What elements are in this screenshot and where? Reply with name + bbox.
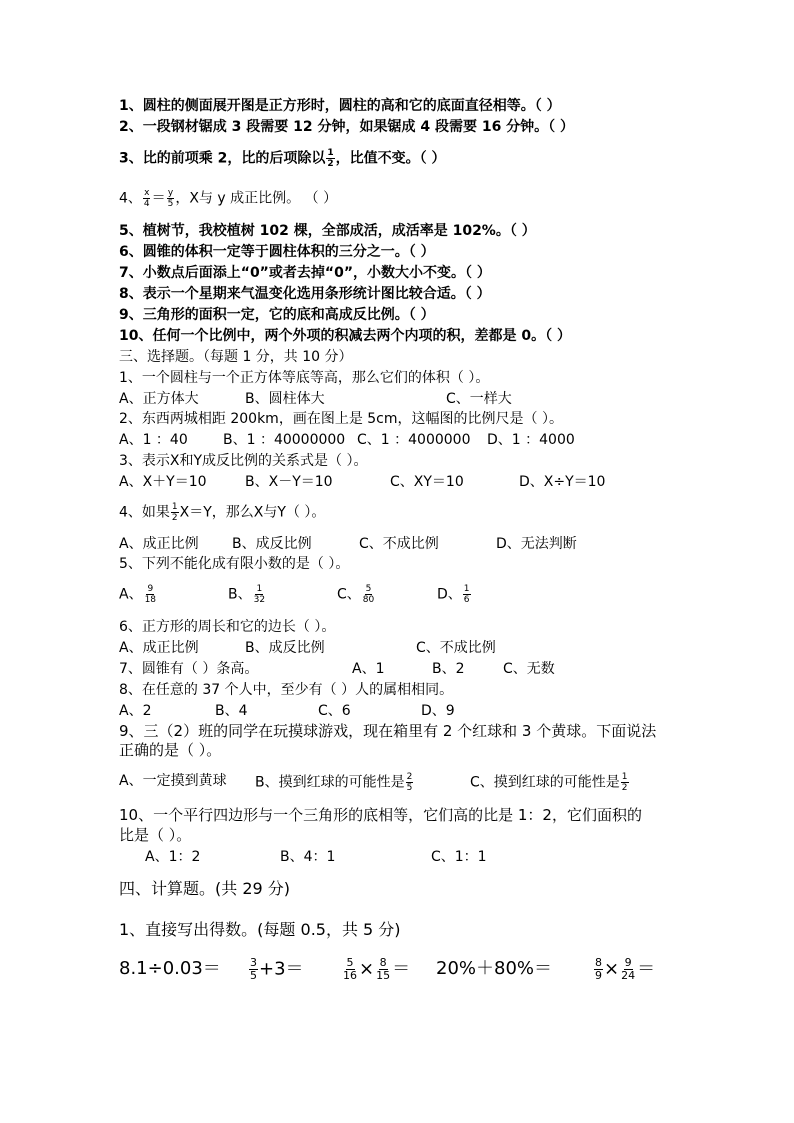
fraction: $\frac{1}{2}$	[327, 148, 334, 169]
judge-item-6: 6、圆锥的体积一定等于圆柱体积的三分之一。（ ）	[119, 244, 435, 260]
judge-item-2: 2、一段钢材锯成 3 段需要 12 分钟，如果锯成 4 段需要 16 分钟。（ ）	[119, 119, 575, 135]
choice-q9-option-c: C、摸到红球的可能性是 $\frac{1}{2}$	[470, 772, 628, 793]
choice-q4-stem: 4、如果 $\frac{1}{2}$ X＝Y，那么X与Y（ ）。	[119, 502, 326, 523]
judge-item-4: 4、 $\frac{x}{4}$ ＝ $\frac{y}{5}$ ，X与 y 成正比例。 （ ）	[119, 188, 338, 209]
fraction: $\frac{8}{15}$	[376, 956, 391, 982]
choice-q7-option-b: B、2	[432, 661, 465, 677]
choice-q7-option-c: C、无数	[503, 661, 555, 677]
calc-expression-2: $\frac{3}{5}$ +3＝	[250, 956, 304, 982]
choice-q3-option-b: B、X－Y＝10	[245, 474, 333, 490]
choice-q2-option-d: D、1 ：4000	[487, 432, 575, 448]
choice-q5-option-d: D、 $\frac{1}{6}$	[437, 584, 470, 605]
judge-item-1: 1、圆柱的侧面展开图是正方形时，圆柱的高和它的底面直径相等。（ ）	[119, 98, 561, 114]
section-heading-calc: 四、计算题。(共 29 分)	[119, 879, 291, 898]
choice-q9-option-b: B、摸到红球的可能性是 $\frac{2}{5}$	[255, 772, 413, 793]
judge-item-10: 10、任何一个比例中，两个外项的积减去两个内项的积，差都是 0。（ ）	[119, 328, 571, 344]
choice-q9-stem-line2: 正确的是（ ）。	[119, 741, 222, 759]
judge-item-5: 5、植树节，我校植树 102 棵，全部成活，成活率是 102%。（ ）	[119, 223, 536, 239]
choice-q1-option-b: B、圆柱体大	[245, 391, 325, 407]
choice-q9-stem-line1: 9、三（2）班的同学在玩摸球游戏，现在箱里有 2 个红球和 3 个黄球。下面说法	[119, 722, 657, 740]
fraction: $\frac{y}{5}$	[167, 188, 174, 209]
choice-q3-stem: 3、表示X和Y成反比例的关系式是（ ）。	[119, 453, 368, 469]
choice-q8-option-c: C、6	[318, 703, 351, 719]
choice-q6-stem: 6、正方形的周长和它的边长（ ）。	[119, 619, 336, 635]
fraction: $\frac{1}{2}$	[171, 502, 178, 523]
calc-expression-3: $\frac{5}{16}$ × $\frac{8}{15}$ ＝	[343, 956, 411, 982]
judge-item-3: 3、比的前项乘 2，比的后项除以 $\frac{1}{2}$ ，比值不变。（ ）	[119, 148, 446, 169]
fraction: $\frac{x}{4}$	[143, 188, 150, 209]
choice-q10-option-a: A、1：2	[145, 849, 201, 865]
choice-q1-option-a: A、正方体大	[119, 391, 199, 407]
section-heading-choice: 三、选择题。（每题 1 分，共 10 分）	[119, 349, 353, 365]
choice-q8-option-d: D、9	[421, 703, 455, 719]
choice-q8-stem: 8、在任意的 37 个人中，至少有（ ）人的属相相同。	[119, 682, 454, 698]
choice-q5-option-b: B、 $\frac{1}{32}$	[228, 584, 266, 605]
fraction: $\frac{9}{18}$	[144, 584, 157, 605]
choice-q9-option-a: A、一定摸到黄球	[119, 773, 227, 789]
choice-q3-option-c: C、XY＝10	[390, 474, 464, 490]
judge-item-9: 9、三角形的面积一定，它的底和高成反比例。（ ）	[119, 307, 435, 323]
calc-subheading: 1、直接写出得数。(每题 0.5，共 5 分)	[119, 920, 401, 939]
fraction: $\frac{5}{16}$	[343, 956, 357, 982]
choice-q3-option-a: A、X＋Y＝10	[119, 474, 207, 490]
choice-q4-option-b: B、成反比例	[232, 536, 312, 552]
calc-expression-1: 8.1÷0.03＝	[119, 958, 221, 979]
calc-expression-4: 20%＋80%＝	[436, 958, 553, 979]
choice-q6-option-b: B、成反比例	[245, 640, 325, 656]
fraction: $\frac{2}{5}$	[406, 772, 413, 793]
fraction: $\frac{1}{2}$	[621, 772, 628, 793]
choice-q8-option-b: B、4	[215, 703, 248, 719]
choice-q6-option-a: A、成正比例	[119, 640, 199, 656]
choice-q10-option-b: B、4：1	[280, 849, 336, 865]
choice-q5-option-a: A、 $\frac{9}{18}$	[119, 584, 157, 605]
choice-q5-stem: 5、下列不能化成有限小数的是（ ）。	[119, 556, 350, 572]
choice-q1-stem: 1、一个圆柱与一个正方体等底等高，那么它们的体积（ ）。	[119, 370, 490, 386]
judge-item-7: 7、小数点后面添上“0”或者去掉“0”，小数大小不变。（ ）	[119, 265, 491, 281]
choice-q5-option-c: C、 $\frac{5}{80}$	[337, 584, 375, 605]
fraction: $\frac{5}{80}$	[362, 584, 375, 605]
choice-q7-stem: 7、圆锥有（ ）条高。	[119, 661, 259, 677]
choice-q2-stem: 2、东西两城相距 200km，画在图上是 5cm，这幅图的比例尺是（ ）。	[119, 411, 563, 427]
fraction: $\frac{1}{32}$	[253, 584, 266, 605]
choice-q6-option-c: C、不成比例	[416, 640, 496, 656]
choice-q4-option-d: D、无法判断	[496, 536, 577, 552]
choice-q8-option-a: A、2	[119, 703, 152, 719]
choice-q2-option-a: A、1 ：40	[119, 432, 188, 448]
choice-q4-option-a: A、成正比例	[119, 536, 199, 552]
fraction: $\frac{8}{9}$	[595, 956, 602, 982]
choice-q3-option-d: D、X÷Y＝10	[519, 474, 606, 490]
choice-q10-option-c: C、1：1	[431, 849, 487, 865]
choice-q2-option-c: C、1 ：4000000	[357, 432, 471, 448]
fraction: $\frac{1}{6}$	[463, 584, 470, 605]
choice-q7-option-a: A、1	[352, 661, 385, 677]
calc-expression-5: $\frac{8}{9}$ × $\frac{9}{24}$ ＝	[595, 956, 656, 982]
choice-q10-stem-line1: 10、一个平行四边形与一个三角形的底相等，它们高的比是 1：2，它们面积的	[119, 806, 642, 824]
choice-q4-option-c: C、不成比例	[359, 536, 439, 552]
choice-q1-option-c: C、一样大	[446, 391, 512, 407]
choice-q2-option-b: B、1 ：40000000	[223, 432, 346, 448]
judge-item-8: 8、表示一个星期来气温变化选用条形统计图比较合适。（ ）	[119, 286, 491, 302]
choice-q10-stem-line2: 比是（ ）。	[119, 826, 192, 844]
fraction: $\frac{3}{5}$	[250, 956, 257, 982]
fraction: $\frac{9}{24}$	[621, 956, 636, 982]
